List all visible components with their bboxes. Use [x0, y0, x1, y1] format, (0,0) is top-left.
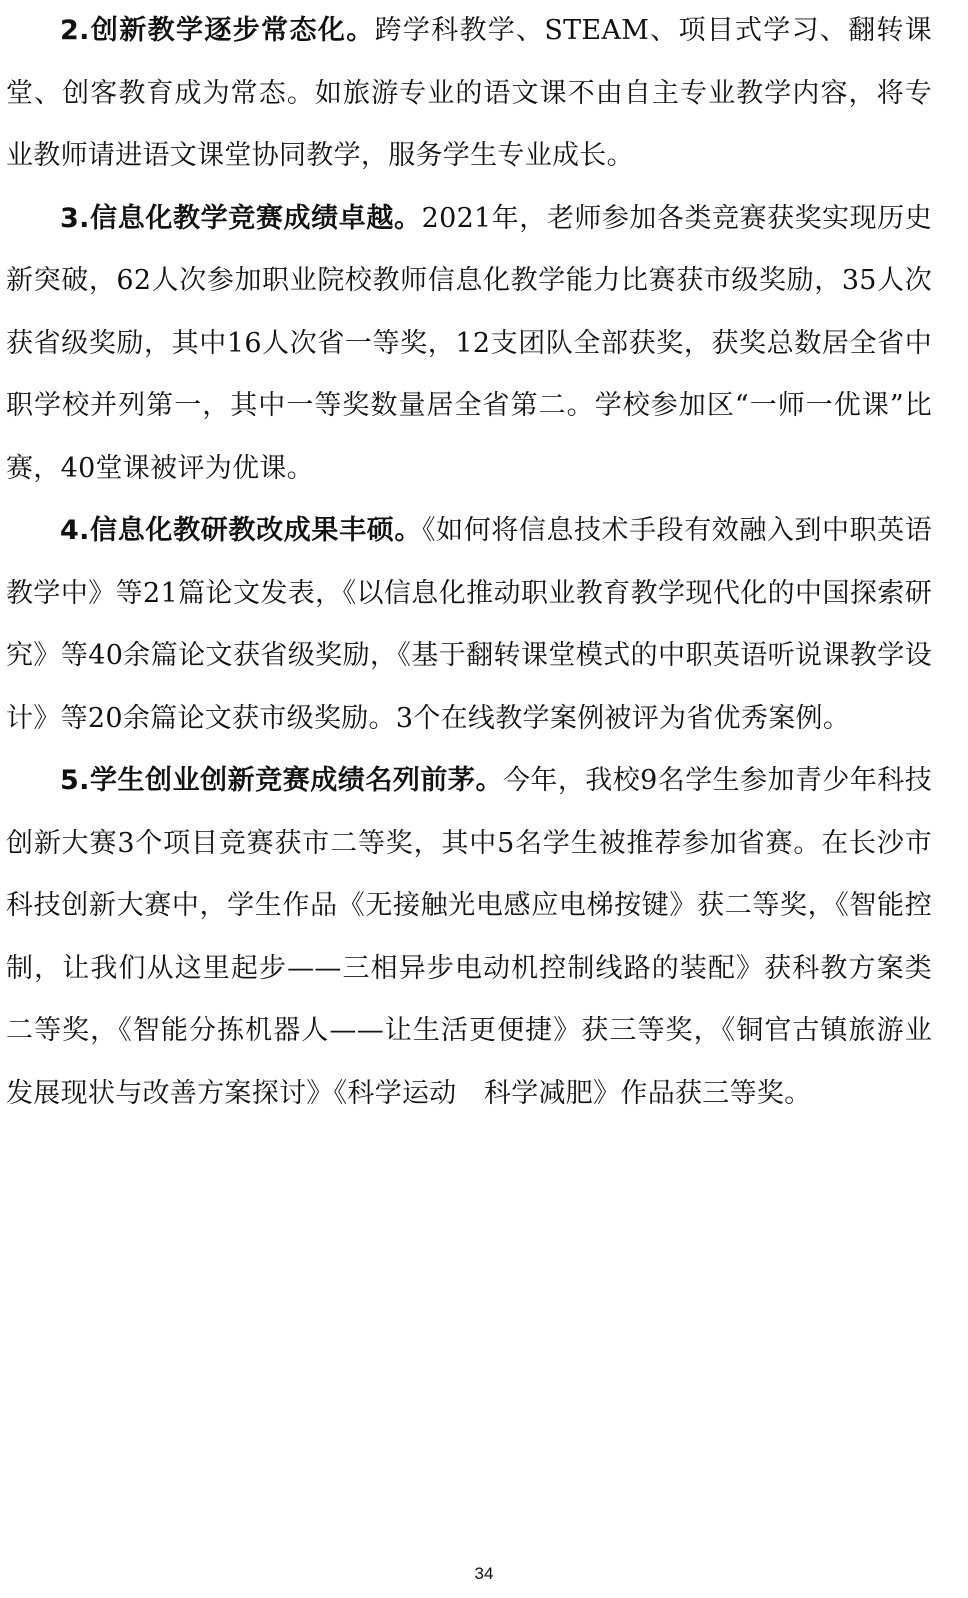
paragraph-text: 跨学科教学、STEAM、项目式学习、翻转课堂、创客教育成为常态。如旅游专业的语文课不由自主专业教学内容，将专业教师请进语文课堂协同教学，服务学生专业成长。	[6, 15, 932, 171]
paragraph-research-results	[6, 500, 932, 750]
paragraph-heading: 3.信息化教学竞赛成绩卓越。	[60, 202, 422, 234]
paragraph-heading: 5.学生创业创新竞赛成绩名列前茅。	[60, 765, 503, 796]
paragraph-text: 2021年，老师参加各类竞赛获奖实现历史新突破，62人次参加职业院校教师信息化教学能力比赛获市级奖励，35人次获省级奖励，其中16人次省一等奖，12支团队全部获奖，获奖总数居全省中职学校并列第一，其中一等奖数量居全省第二。学校参加区“一师一优课”比赛，40堂课被评为优课。	[6, 202, 932, 484]
paragraph-innovative-teaching	[6, 0, 932, 188]
paragraph-heading: 2.创新教学逐步常态化。	[60, 15, 375, 46]
paragraph-heading: 4.信息化教研教改成果丰硕。	[60, 515, 423, 546]
page-number: 34	[474, 1564, 494, 1583]
paragraph-student-competition	[6, 750, 932, 1125]
paragraph-teaching-competition	[6, 188, 932, 501]
paragraph-text: 今年，我校9名学生参加青少年科技创新大赛3个项目竞赛获市二等奖，其中5名学生被推荐参加省赛。在长沙市科技创新大赛中，学生作品《无接触光电感应电梯按键》获二等奖，《智能控制，让我们从这里起步——三相异步电动机控制线路的装配》获科教方案类二等奖，《智能分拣机器人——让生活更便捷》获三等奖，《铜官古镇旅游业发展现状与改善方案探讨》《科学运动 科学减肥》作品获三等奖。	[6, 765, 932, 1109]
paragraph-text: 《如何将信息技术手段有效融入到中职英语教学中》等21篇论文发表，《以信息化推动职业教育教学现代化的中国探索研究》等40余篇论文获省级奖励，《基于翻转课堂模式的中职英语听说课教学设计》等20余篇论文获市级奖励。3个在线教学案例被评为省优秀案例。	[6, 515, 932, 734]
document-body	[6, 0, 932, 1125]
